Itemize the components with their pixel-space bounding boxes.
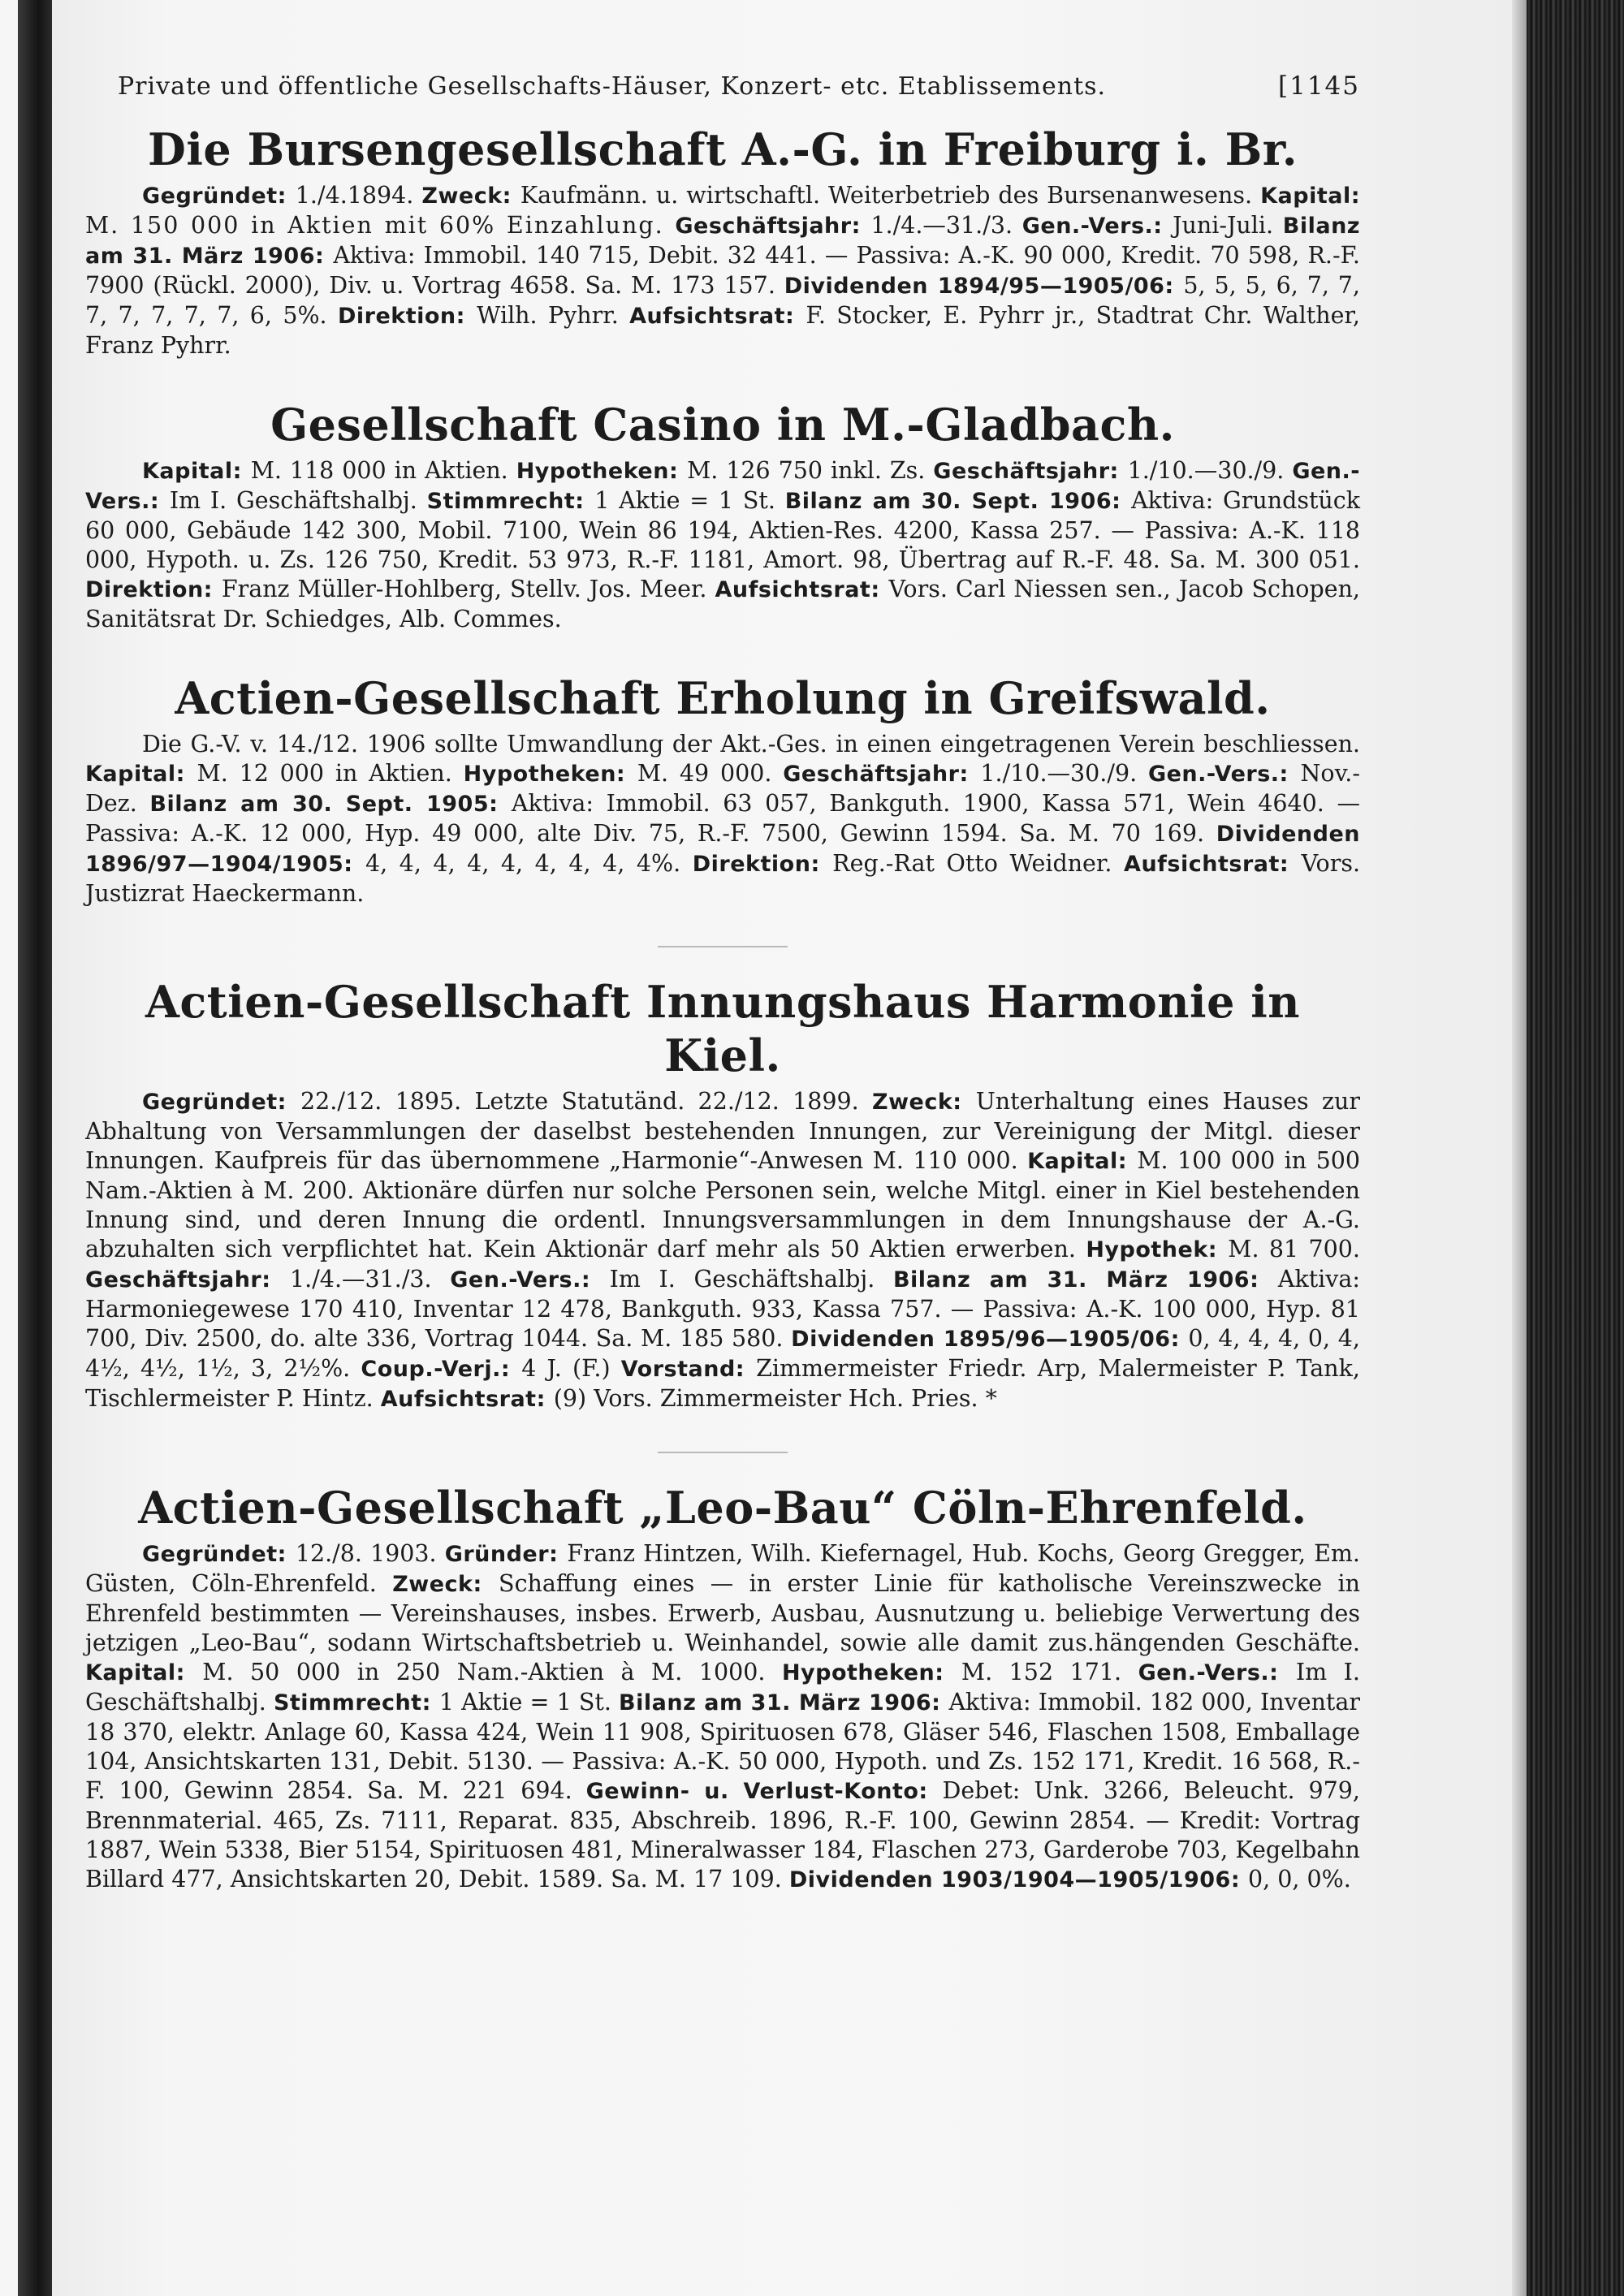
field-value: 1./4.—31./3.: [870, 212, 1022, 239]
field-value: Debet: Unk. 3266, Beleucht. 979, Brennmaterial. 465, Zs. 7111, Reparat. 835, Abschreib. 1896, R.-F. 100, Gewinn 2854. — Kredit: Vortrag 1887, Wein 5338, Bier 5154, Spirituosen 481, Mineralwasser 184, Flaschen 273, Garderobe 703, Kegelbahn Billard 477, Ansichtskarten 20, Debit. 1589. Sa. M. 17 109.: [85, 1777, 1360, 1892]
field-value: M. 152 171.: [961, 1659, 1138, 1685]
company-entry-bursengesellschaft: [85, 123, 1360, 360]
field-value: Reg.-Rat Otto Weidner.: [832, 850, 1125, 877]
entry-body: [85, 1087, 1360, 1414]
field-label: Gewinn- u. Verlust-Konto:: [585, 1779, 943, 1804]
field-value: 1./4.1894.: [295, 182, 422, 209]
field-value: 1 Aktie = 1 St.: [594, 487, 785, 514]
field-value: M. 126 750 inkl. Zs.: [687, 457, 934, 484]
field-label: Hypotheken:: [516, 459, 688, 484]
field-label: Zweck:: [421, 183, 520, 209]
field-value: Aktiva: Immobil. 63 057, Bankguth. 1900, Kassa 571, Wein 4640. — Passiva: A.-K. 12 000, Hyp. 49 000, alte Div. 75, R.-F. 7500, Gewinn 1594. Sa. M. 70 169.: [85, 790, 1360, 847]
section-divider: [658, 946, 788, 947]
field-label: Kapital:: [1260, 183, 1360, 209]
field-label: Kapital:: [142, 459, 251, 484]
field-value: Im I. Geschäftshalbj.: [609, 1266, 893, 1293]
field-label: Dividenden 1896/97—1904/1905:: [85, 822, 1360, 877]
field-label: Geschäftsjahr:: [783, 762, 981, 787]
field-label: Gründer:: [444, 1542, 568, 1567]
company-entry-casino-gladbach: [85, 398, 1360, 634]
entry-body: [85, 1539, 1360, 1895]
field-label: Aufsichtsrat:: [715, 577, 889, 602]
field-value: 12./8. 1903.: [295, 1540, 445, 1567]
field-value: Juni-Juli.: [1173, 212, 1283, 239]
field-value: M. 12 000 in Aktien.: [197, 760, 464, 787]
running-header: [85, 71, 1360, 101]
company-entry-leo-bau: [85, 1481, 1360, 1895]
entry-body: [85, 181, 1360, 360]
company-entry-harmonie-kiel: [85, 975, 1360, 1414]
field-label: Geschäftsjahr:: [933, 459, 1128, 484]
field-label: Bilanz am 31. März 1906:: [619, 1690, 949, 1716]
field-value: 0, 4, 4, 4, 0, 4, 4½, 4½, 1½, 3, 2½%.: [85, 1325, 1360, 1382]
field-label: Gegründet:: [142, 1542, 296, 1567]
field-label: Gegründet:: [142, 1090, 301, 1115]
field-value: Franz Hintzen, Wilh. Kiefernagel, Hub. Kochs, Georg Gregger, Em. Güsten, Cöln-Ehrenfeld.: [85, 1540, 1360, 1597]
company-title: Die Bursengesellschaft A.-G. in Freiburg i. Br.: [147, 123, 1298, 175]
field-value: Aktiva: Grundstück 60 000, Gebäude 142 300, Mobil. 7100, Wein 86 194, Aktien-Res. 4200, Kassa 257. — Passiva: A.-K. 118 000, Hypoth. u. Zs. 126 750, Kredit. 53 973, R.-F. 1181, Amort. 98, Übertrag auf R.-F. 48. Sa. M. 300 051.: [85, 487, 1361, 573]
field-value: Vors. Carl Niessen sen., Jacob Schopen, Sanitätsrat Dr. Schiedges, Alb. Commes.: [85, 576, 1360, 632]
field-label: Aufsichtsrat:: [629, 304, 806, 329]
entry-body: [85, 456, 1360, 634]
field-value: Franz Müller-Hohlberg, Stellv. Jos. Meer.: [221, 576, 715, 602]
field-label: Zweck:: [872, 1090, 976, 1115]
field-value: Aktiva: Immobil. 140 715, Debit. 32 441. — Passiva: A.-K. 90 000, Kredit. 70 598, R.-F. 7900 (Rückl. 2000), Div. u. Vortrag 4658. Sa. M. 173 157.: [85, 242, 1360, 299]
field-label: Direktion:: [85, 577, 222, 602]
book-binding-shadow: [18, 0, 52, 2296]
field-label: Geschäftsjahr:: [675, 214, 871, 239]
running-title: Private und öffentliche Gesellschafts-Häuser, Konzert- etc. Etablissements.: [118, 72, 1107, 101]
field-label: Kapital:: [85, 762, 197, 787]
field-value: Schaffung eines — in erster Linie für katholische Vereinszwecke in Ehrenfeld bestimmten — Vereinshauses, insbes. Erwerb, Ausbau, Ausnutzung u. beliebige Verwertung des jetzigen „Leo-Bau“, sodann Wirtschaftsbetrieb u. Weinhandel, sowie alle damit zus.hängenden Geschäfte.: [85, 1570, 1360, 1656]
company-title: Gesellschaft Casino in M.-Gladbach.: [270, 399, 1175, 451]
field-label: Dividenden 1895/96—1905/06:: [791, 1327, 1189, 1352]
field-label: Hypotheken:: [463, 762, 637, 787]
field-value: Wilh. Pyhrr.: [477, 302, 630, 329]
field-value: 0, 0, 0%.: [1248, 1866, 1351, 1892]
field-label: Coup.-Verj.:: [361, 1357, 522, 1382]
field-label: Vorstand:: [620, 1357, 757, 1382]
field-value: Im I. Geschäftshalbj.: [85, 1659, 1360, 1716]
page-content: [85, 71, 1360, 1932]
section-divider: [658, 1452, 788, 1453]
field-label: Zweck:: [392, 1572, 499, 1597]
company-title: Actien-Gesellschaft Innungshaus Harmonie in Kiel.: [145, 976, 1301, 1081]
field-value: M. 50 000 in 250 Nam.-Aktien à M. 1000.: [202, 1659, 782, 1685]
field-value: Im I. Geschäftshalbj.: [169, 487, 427, 514]
field-label: Gen.-Vers.:: [85, 459, 1360, 514]
company-entry-erholung-greifswald: [85, 671, 1360, 908]
field-label: Aufsichtsrat:: [1124, 852, 1302, 877]
field-value: 1 Aktie = 1 St.: [438, 1689, 620, 1716]
field-label: Bilanz am 31. März 1906:: [85, 214, 1361, 269]
page-right-fade: [1512, 0, 1528, 2296]
field-label: Gen.-Vers.:: [450, 1267, 610, 1293]
field-value: Zimmermeister Friedr. Arp, Malermeister P. Tank, Tischlermeister P. Hintz.: [85, 1355, 1360, 1412]
field-value: 1./4.—31./3.: [290, 1266, 451, 1293]
field-value: (9) Vors. Zimmermeister Hch. Pries. *: [553, 1385, 997, 1412]
field-value: 22./12. 1895. Letzte Statutänd. 22./12. 1899.: [300, 1088, 873, 1115]
field-label: Stimmrecht:: [426, 489, 595, 514]
field-label: Gen.-Vers.:: [1147, 762, 1301, 787]
page-number: [1145: [1278, 71, 1360, 101]
field-value: F. Stocker, E. Pyhrr jr., Stadtrat Chr. Walther, Franz Pyhrr.: [85, 302, 1360, 359]
field-label: Direktion:: [337, 304, 477, 329]
field-value: 1./10.—30./9.: [980, 760, 1148, 787]
field-value: M. 118 000 in Aktien.: [250, 457, 516, 484]
field-value: Vors. Justizrat Haeckermann.: [85, 850, 1361, 907]
field-label: Gen.-Vers.:: [1138, 1660, 1296, 1685]
field-label: Hypotheken:: [781, 1660, 961, 1685]
field-value: 4 J. (F.): [521, 1355, 621, 1382]
field-value: Unterhaltung eines Hauses zur Abhaltung von Versammlungen der daselbst bestehenden Innungen, zur Vereinigung der Mitgl. dieser Innungen. Kaufpreis für das übernommene „Harmonie“-Anwesen M. 110 000.: [85, 1088, 1360, 1174]
field-value: 5, 5, 5, 6, 7, 7, 7, 7, 7, 7, 7, 6, 5%.: [85, 272, 1360, 329]
book-page-stack-edge: [1527, 0, 1624, 2296]
field-label: Kapital:: [85, 1660, 203, 1685]
field-label: Gen.-Vers.:: [1021, 214, 1173, 239]
field-value: M. 49 000.: [637, 760, 784, 787]
field-value: 4, 4, 4, 4, 4, 4, 4, 4, 4%.: [365, 850, 693, 877]
field-label: Aufsichtsrat:: [380, 1387, 554, 1412]
field-value: Aktiva: Harmoniegewese 170 410, Inventar 12 478, Bankguth. 933, Kassa 757. — Passiva: A.-K. 100 000, Hyp. 81 700, Div. 2500, do. alte 336, Vortrag 1044. Sa. M. 185 580.: [85, 1266, 1360, 1352]
field-label: Bilanz am 30. Sept. 1905:: [149, 792, 512, 817]
field-label: Dividenden 1903/1904—1905/1906:: [788, 1867, 1249, 1892]
field-label: Kapital:: [1027, 1149, 1138, 1174]
intro-text: Die G.-V. v. 14./12. 1906 sollte Umwandlung der Akt.-Ges. in einen eingetragenen Verein beschliessen.: [142, 731, 1360, 757]
company-title: Actien-Gesellschaft „Leo-Bau“ Cöln-Ehrenfeld.: [138, 1482, 1307, 1534]
field-label: Stimmrecht:: [273, 1690, 439, 1716]
field-value: M. 150 000 in Aktien mit 60% Einzahlung.: [85, 212, 676, 239]
field-value: M. 100 000 in 500 Nam.-Aktien à M. 200. Aktionäre dürfen nur solche Personen sein, welche Mitgl. einer in Kiel bestehenden Innung sind, und deren Innung die ordentl. Innungsversammlungen in dem Innungshause der A.-G. abzuhalten sich verpflichtet hat. Kein Aktionär darf mehr als 50 Aktien erwerben.: [85, 1147, 1360, 1262]
field-label: Bilanz am 30. Sept. 1906:: [784, 489, 1132, 514]
field-label: Geschäftsjahr:: [85, 1267, 291, 1293]
field-label: Gegründet:: [142, 183, 296, 209]
field-value: Kaufmänn. u. wirtschaftl. Weiterbetrieb des Bursenanwesens.: [520, 182, 1261, 209]
field-value: 1./10.—30./9.: [1127, 457, 1293, 484]
page-left-margin: [0, 0, 18, 2296]
field-label: Hypothek:: [1086, 1237, 1229, 1262]
company-title: Actien-Gesellschaft Erholung in Greifswald.: [175, 672, 1271, 724]
field-value: Aktiva: Immobil. 182 000, Inventar 18 370, elektr. Anlage 60, Kassa 424, Wein 11 908, Spirituosen 678, Gläser 546, Flaschen 1508, Emballage 104, Ansichtskarten 131, Debit. 5130. — Passiva: A.-K. 50 000, Hypoth. und Zs. 152 171, Kredit. 16 568, R.-F. 100, Gewinn 2854. Sa. M. 221 694.: [85, 1689, 1360, 1804]
field-label: Bilanz am 31. März 1906:: [892, 1267, 1278, 1293]
field-label: Direktion:: [692, 852, 833, 877]
field-value: Nov.-Dez.: [85, 760, 1360, 817]
field-value: M. 81 700.: [1228, 1236, 1360, 1262]
field-label: Dividenden 1894/95—1905/06:: [784, 274, 1184, 299]
entry-body: [85, 730, 1360, 908]
